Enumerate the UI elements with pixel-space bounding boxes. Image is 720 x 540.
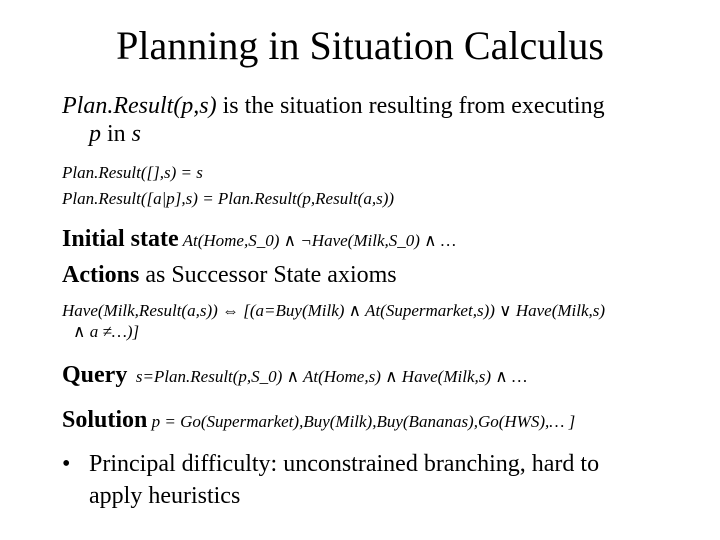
bullet-line-2: apply heuristics xyxy=(89,483,241,509)
equation-base-case: Plan.Result([],s) = s xyxy=(62,163,203,182)
actions-label: Actions xyxy=(62,262,140,288)
definition-s: s xyxy=(131,121,142,147)
bullet-line-1 xyxy=(62,449,599,479)
definition-text: is the situation resulting from executing xyxy=(216,93,605,119)
successor-axiom-line-2: ∧ a ≠…)] xyxy=(73,322,140,341)
definition-p: p xyxy=(89,121,101,147)
slide-title: Planning in Situation Calculus xyxy=(116,23,604,68)
actions-text: as Successor State axioms xyxy=(139,262,397,288)
query-line xyxy=(62,360,527,392)
solution-label: Solution xyxy=(62,407,148,433)
definition-line-1 xyxy=(62,91,605,121)
equation-recursive-case: Plan.Result([a|p],s) = Plan.Result(p,Result(a,s)) xyxy=(62,189,395,208)
initial-state-label: Initial state xyxy=(62,226,179,252)
actions-line xyxy=(62,260,397,290)
solution-formula: p = Go(Supermarket),Buy(Milk),Buy(Bananas),Go(HWS),… ] xyxy=(147,412,576,431)
query-formula: s=Plan.Result(p,S_0) ∧ At(Home,s) ∧ Have(Milk,s) ∧ … xyxy=(127,367,528,386)
bullet-text-1: Principal difficulty: unconstrained branching, hard to xyxy=(89,451,600,477)
initial-state-line xyxy=(62,224,456,256)
successor-axiom-line-1: Have(Milk,Result(a,s)) ⇔ [(a=Buy(Milk) ∧ At(Supermarket,s)) ∨ Have(Milk,s) xyxy=(62,301,606,320)
initial-state-formula: At(Home,S_0) ∧ ¬Have(Milk,S_0) ∧ … xyxy=(178,231,456,250)
query-label: Query xyxy=(62,362,128,388)
definition-term: Plan.Result(p,s) xyxy=(62,93,217,119)
bullet-icon: • xyxy=(62,451,71,477)
definition-in: in xyxy=(101,121,132,147)
definition-line-2 xyxy=(89,119,141,149)
solution-line xyxy=(62,405,575,437)
